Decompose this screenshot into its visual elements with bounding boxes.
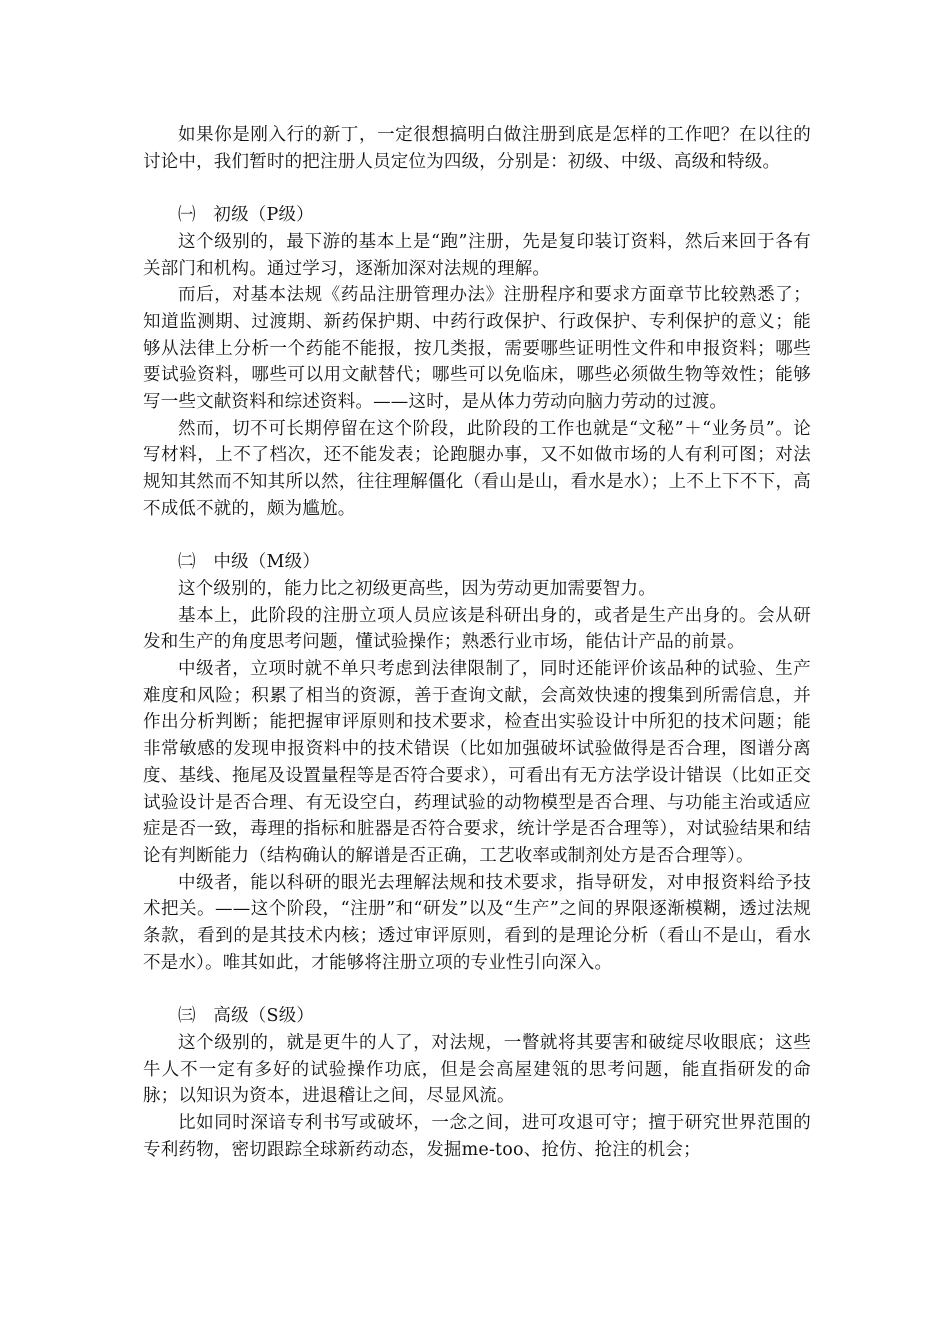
paragraph: 中级者，立项时就不单只考虑到法律限制了，同时还能评价该品种的试验、生产难度和风险；积累了相当的资源，善于查询文献，会高效快速的搜集到所需信息，并作出分析判断；能把握审评原则和技术要求，检查出实验设计中所犯的技术问题；能非常敏感的发现申报资料中的技术错误（比如加强破坏试验做得是否合理，图谱分离度、基线、拖尾及设置量程等是否符合要求），可看出有无方法学设计错误（比如正交试验设计是否合理、有无设空白，药理试验的动物模型是否合理、与功能主治或适应症是否一致，毒理的指标和脏器是否符合要求，统计学是否合理等），对试验结果和结论有判断能力（结构确认的解谱是否正确，工艺收率或制剂处方是否合理等）。 xyxy=(143,659,811,866)
paragraph-gap xyxy=(143,976,811,1003)
intro-paragraph: 如果你是刚入行的新丁，一定很想搞明白做注册到底是怎样的工作吧？在以往的讨论中，我们暂时的把注册人员定位为四级，分别是：初级、中级、高级和特级。 xyxy=(143,125,811,172)
section-middle xyxy=(143,549,811,976)
document-body xyxy=(143,122,811,1163)
paragraph: 这个级别的，能力比之初级更高些，因为劳动更加需要智力。 xyxy=(178,578,656,599)
section-heading-senior: ㈢ 高级（S级） xyxy=(178,1006,315,1027)
paragraph: 中级者，能以科研的眼光去理解法规和技术要求，指导研发，对申报资料给予技术把关。——这个阶段，“注册”和“研发”以及“生产”之间的界限逐渐模糊，透过法规条款，看到的是其技术内核；透过审评原则，看到的是理论分析（看山不是山，看水不是水）。唯其如此，才能够将注册立项的专业性引向深入。 xyxy=(143,872,811,973)
paragraph-gap xyxy=(143,175,811,202)
section-senior xyxy=(143,1003,811,1163)
section-heading-junior: ㈠ 初级（P级） xyxy=(178,205,314,226)
paragraph-gap xyxy=(143,523,811,550)
paragraph: 而后，对基本法规《药品注册管理办法》注册程序和要求方面章节比较熟悉了；知道监测期、过渡期、新药保护期、中药行政保护、行政保护、专利保护的意义；能够从法律上分析一个药能不能报，按几类报，需要哪些证明性文件和申报资料；哪些要试验资料，哪些可以用文献替代；哪些可以免临床，哪些必须做生物等效性；能够写一些文献资料和综述资料。——这时，是从体力劳动向脑力劳动的过渡。 xyxy=(143,285,811,413)
section-heading-middle: ㈡ 中级（M级） xyxy=(178,552,321,573)
paragraph: 这个级别的，就是更牛的人了，对法规，一瞥就将其要害和破绽尽收眼底；这些牛人不一定有多好的试验操作功底，但是会高屋建瓴的思考问题，能直指研发的命脉；以知识为资本，进退稽让之间，尽显风流。 xyxy=(143,1032,811,1107)
paragraph: 然而，切不可长期停留在这个阶段，此阶段的工作也就是“文秘”＋“业务员”。论写材料，上不了档次，还不能发表；论跑腿办事，又不如做市场的人有利可图；对法规知其然而不知其所以然，往往理解僵化（看山是山，看水是水）；上不上下不下，高不成低不就的，颇为尴尬。 xyxy=(143,418,811,519)
paragraph: 比如同时深谙专利书写或破坏，一念之间，进可攻退可守；擅于研究世界范围的专利药物，密切跟踪全球新药动态，发掘me-too、抢仿、抢注的机会； xyxy=(143,1112,811,1160)
paragraph: 这个级别的，最下游的基本上是“跑”注册，先是复印装订资料，然后来回于各有关部门和机构。通过学习，逐渐加深对法规的理解。 xyxy=(143,231,811,279)
paragraph: 基本上，此阶段的注册立项人员应该是科研出身的，或者是生产出身的。会从研发和生产的角度思考问题，懂试验操作；熟悉行业市场，能估计产品的前景。 xyxy=(143,605,811,653)
section-junior xyxy=(143,202,811,522)
